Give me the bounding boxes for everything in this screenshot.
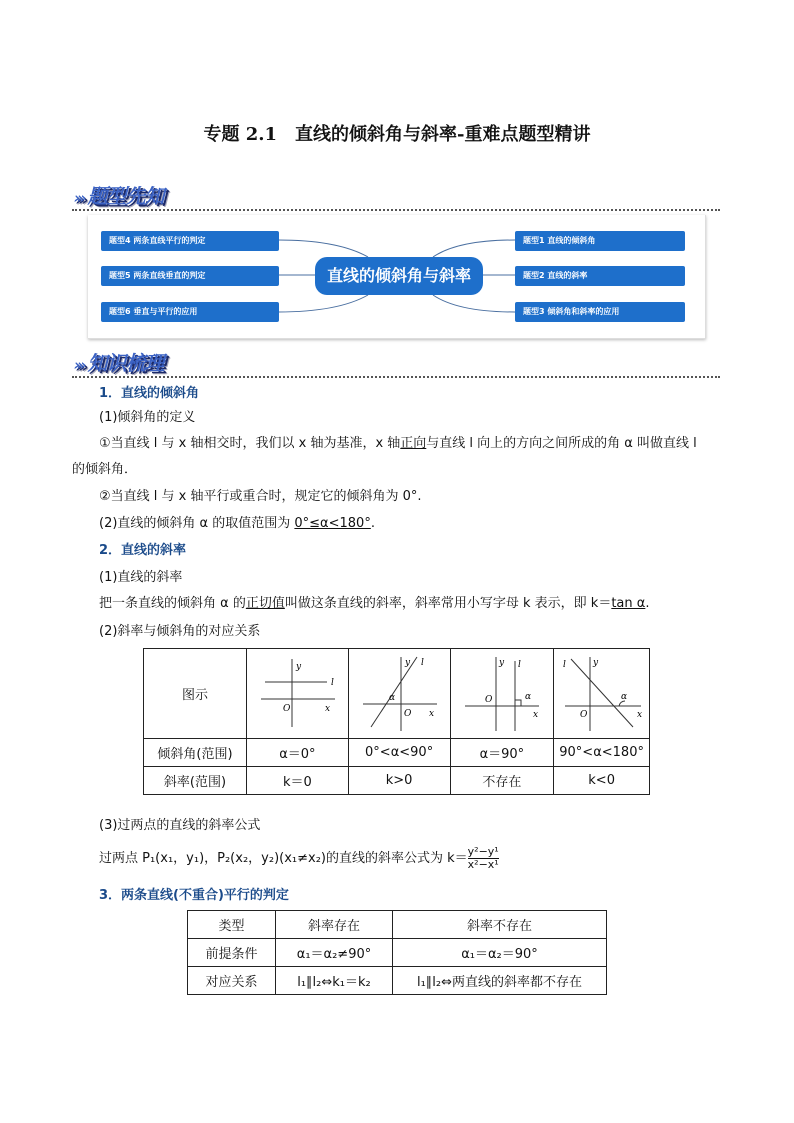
origin-label: O — [484, 695, 493, 705]
mindmap-node-2[interactable]: 题型2 直线的斜率 — [515, 266, 685, 286]
banner-label: 题型先知 — [87, 184, 164, 208]
section-heading-3: 3．两条直线(不重合)平行的判定 — [99, 888, 289, 903]
underlined-text: tan α — [611, 596, 646, 611]
diagram-cell — [348, 649, 450, 739]
y-label: y — [498, 658, 504, 668]
angle-slope-table — [143, 648, 650, 795]
row-label: 斜率(范围) — [144, 767, 247, 795]
mindmap — [88, 215, 706, 339]
x-label: x — [532, 710, 538, 720]
table-row — [188, 939, 607, 967]
table-cell: l₁∥l₂⇔k₁＝k₂ — [276, 967, 393, 995]
mindmap-node-5[interactable]: 题型5 两条直线垂直的判定 — [101, 266, 279, 286]
underlined-text: 正切值 — [245, 596, 285, 611]
subheading: (2)斜率与倾斜角的对应关系 — [99, 624, 261, 639]
parallel-table — [187, 910, 607, 995]
y-label: y — [405, 658, 411, 668]
table-cell: α₁＝α₂＝90° — [393, 939, 607, 967]
paragraph — [99, 596, 649, 612]
mindmap-center: 直线的倾斜角与斜率 — [315, 257, 483, 295]
slope-formula — [99, 846, 499, 871]
paragraph — [99, 516, 375, 532]
table-cell: k<0 — [554, 767, 650, 795]
table-row — [188, 967, 607, 995]
table-cell: 不存在 — [450, 767, 554, 795]
table-cell: k>0 — [348, 767, 450, 795]
table-cell: k＝0 — [247, 767, 349, 795]
y-label: y — [296, 662, 302, 672]
l-label: l — [331, 678, 335, 688]
table-row — [188, 911, 607, 939]
paragraph — [99, 436, 697, 452]
x-label: x — [325, 704, 331, 714]
section-heading-1: 1．直线的倾斜角 — [99, 386, 200, 401]
origin-label: O — [404, 709, 412, 719]
page-title: 专题 2.1 直线的倾斜角与斜率-重难点题型精讲 — [203, 124, 591, 145]
row-label: 图示 — [144, 649, 247, 739]
subheading: (3)过两点的直线的斜率公式 — [99, 818, 261, 833]
l-label: l — [517, 660, 521, 670]
text: 把一条直线的倾斜角 α 的 — [99, 596, 246, 611]
text: . — [645, 596, 650, 611]
table-cell: α＝0° — [247, 739, 349, 767]
diagram-horizontal — [247, 649, 347, 734]
x-label: x — [429, 709, 435, 719]
l-label: l — [421, 658, 425, 668]
row-label: 倾斜角(范围) — [144, 739, 247, 767]
diagram-vertical — [451, 649, 553, 734]
l-label: l — [562, 660, 566, 670]
divider — [72, 209, 720, 211]
paragraph-cont: 的倾斜角． — [72, 462, 138, 477]
diagram-obtuse — [555, 649, 649, 734]
divider — [72, 376, 720, 378]
alpha-label: α — [524, 692, 531, 702]
section-heading-2: 2．直线的斜率 — [99, 543, 187, 558]
banner-label: 知识梳理 — [87, 351, 164, 375]
y-label: y — [592, 658, 598, 668]
text: . — [370, 516, 375, 531]
mindmap-node-3[interactable]: 题型3 倾斜角和斜率的应用 — [515, 302, 685, 322]
text: 与直线 l 向上的方向之间所成的角 α 叫做直线 l — [426, 436, 697, 451]
paragraph: ②当直线 l 与 x 轴平行或重合时，规定它的倾斜角为 0°. — [99, 489, 422, 504]
diagram-cell — [450, 649, 554, 739]
arrows-icon: ››› — [74, 356, 84, 374]
text: (2)直线的倾斜角 α 的取值范围为 — [99, 516, 295, 531]
underlined-text: 0°≤α<180° — [294, 516, 371, 531]
table-cell: 对应关系 — [188, 967, 276, 995]
subheading: (1)直线的斜率 — [99, 570, 183, 585]
table-header: 斜率不存在 — [393, 911, 607, 939]
mindmap-node-1[interactable]: 题型1 直线的倾斜角 — [515, 231, 685, 251]
mindmap-node-6[interactable]: 题型6 垂直与平行的应用 — [101, 302, 279, 322]
section-banner-preview — [74, 180, 164, 209]
text: 叫做这条直线的斜率，斜率常用小写字母 k 表示，即 k＝ — [284, 596, 612, 611]
numerator: y²−y¹ — [467, 845, 499, 858]
table-cell: α₁＝α₂≠90° — [276, 939, 393, 967]
table-row — [144, 767, 650, 795]
diagram-cell — [554, 649, 650, 739]
table-header: 斜率存在 — [276, 911, 393, 939]
origin-label: O — [579, 710, 588, 720]
arrows-icon: ››› — [74, 189, 84, 207]
subheading: (1)倾斜角的定义 — [99, 410, 196, 425]
table-row — [144, 649, 650, 739]
text: 过两点 P₁(x₁，y₁)，P₂(x₂，y₂)(x₁≠x₂)的直线的斜率公式为 k＝ — [99, 851, 468, 866]
mindmap-node-4[interactable]: 题型4 两条直线平行的判定 — [101, 231, 279, 251]
alpha-label: α — [620, 692, 627, 702]
x-label: x — [636, 710, 642, 720]
table-cell: α＝90° — [450, 739, 554, 767]
table-cell: 90°<α<180° — [554, 739, 650, 767]
table-cell: 前提条件 — [188, 939, 276, 967]
origin-label: O — [283, 704, 291, 714]
section-banner-knowledge — [74, 347, 164, 376]
text: ①当直线 l 与 x 轴相交时，我们以 x 轴为基准，x 轴 — [99, 436, 401, 451]
diagram-acute — [349, 649, 449, 734]
table-header: 类型 — [188, 911, 276, 939]
underlined-text: 正向 — [400, 436, 427, 451]
alpha-label: α — [389, 693, 396, 703]
fraction — [468, 846, 499, 871]
diagram-cell — [247, 649, 349, 739]
denominator: x²−x¹ — [467, 858, 499, 871]
table-cell: 0°<α<90° — [348, 739, 450, 767]
table-cell: l₁∥l₂⇔两直线的斜率都不存在 — [393, 967, 607, 995]
table-row — [144, 739, 650, 767]
